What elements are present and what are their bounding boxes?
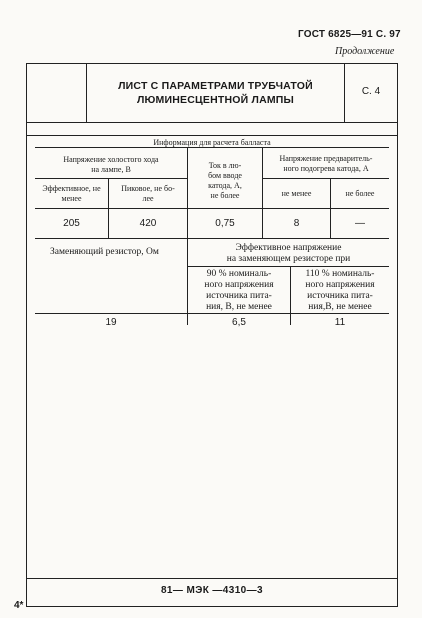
- cathode-current-header-line4: не более: [210, 191, 240, 200]
- peak-max-header: [109, 184, 187, 204]
- peak-max-header-line1: Пиковое, не бо-: [121, 184, 175, 193]
- preheat-header-line2: ного подогрева катода, А: [283, 164, 369, 173]
- ballast-table-caption: Информация для расчета балласта: [153, 138, 271, 147]
- page-mark: 4*: [14, 600, 24, 611]
- value-cathode-current: 0,75: [215, 218, 235, 229]
- value-voltage-90: 6,5: [232, 317, 246, 328]
- value-preheat-max: —: [355, 218, 365, 229]
- effective-voltage-header-line1: Эффективное напряжение: [235, 243, 342, 253]
- sheet-title-line1: ЛИСТ С ПАРАМЕТРАМИ ТРУБЧАТОЙ: [118, 80, 313, 92]
- voltage-90-header-line3: источника пита-: [206, 291, 272, 301]
- ocv-header: [35, 155, 187, 175]
- voltage-110-header: [291, 269, 389, 313]
- preheat-min-header: не менее: [281, 189, 312, 198]
- document-code: 81— МЭК —4310—3: [160, 585, 264, 596]
- effective-voltage-header: [188, 243, 389, 265]
- voltage-90-header: [188, 269, 290, 313]
- continuation-label: Продолжение: [335, 46, 395, 57]
- standard-number: ГОСТ 6825—91 С. 97: [298, 29, 401, 40]
- rms-min-header-line1: Эффективное, не: [42, 184, 101, 193]
- value-rms-voltage: 205: [63, 218, 80, 229]
- peak-max-header-line2: лее: [142, 194, 154, 203]
- ocv-header-line2: на лампе, В: [91, 165, 131, 174]
- voltage-90-header-line2: ного напряжения: [204, 280, 274, 290]
- rms-min-header-line2: менее: [61, 194, 82, 203]
- voltage-110-header-line4: ния,В, не менее: [308, 302, 372, 312]
- value-voltage-110: 11: [334, 317, 346, 328]
- voltage-110-header-line2: ного напряжения: [305, 280, 375, 290]
- cathode-current-header: [188, 161, 262, 201]
- voltage-90-header-line4: ния, В, не менее: [206, 302, 272, 312]
- preheat-header: [263, 154, 389, 174]
- ocv-header-line1: Напряжение холостого хода: [63, 155, 159, 164]
- cathode-current-header-line1: Ток в лю-: [208, 161, 242, 170]
- preheat-header-line1: Напряжение предваритель-: [279, 154, 373, 163]
- voltage-110-header-line1: 110 % номиналь-: [305, 269, 375, 279]
- resistor-label: Заменяющий резистор, Ом: [50, 247, 159, 257]
- footer-divider: [26, 578, 398, 579]
- sheet-title-line2: ЛЮМИНЕСЦЕНТНОЙ ЛАМПЫ: [136, 94, 295, 106]
- effective-voltage-header-line2: на заменяющем резисторе при: [226, 254, 351, 264]
- voltage-110-header-line3: источника пита-: [307, 291, 373, 301]
- cathode-current-header-line3: катода, А,: [208, 181, 242, 190]
- value-preheat-min: 8: [293, 218, 300, 229]
- sheet-number: С. 4: [361, 86, 381, 97]
- rms-min-header: [35, 184, 108, 204]
- sheet-title: [87, 79, 344, 107]
- value-resistor: 19: [105, 317, 117, 328]
- value-peak-voltage: 420: [139, 218, 157, 229]
- voltage-90-header-line1: 90 % номиналь-: [206, 269, 272, 279]
- preheat-max-header: не более: [345, 189, 375, 198]
- cathode-current-header-line2: бом вводе: [208, 171, 242, 180]
